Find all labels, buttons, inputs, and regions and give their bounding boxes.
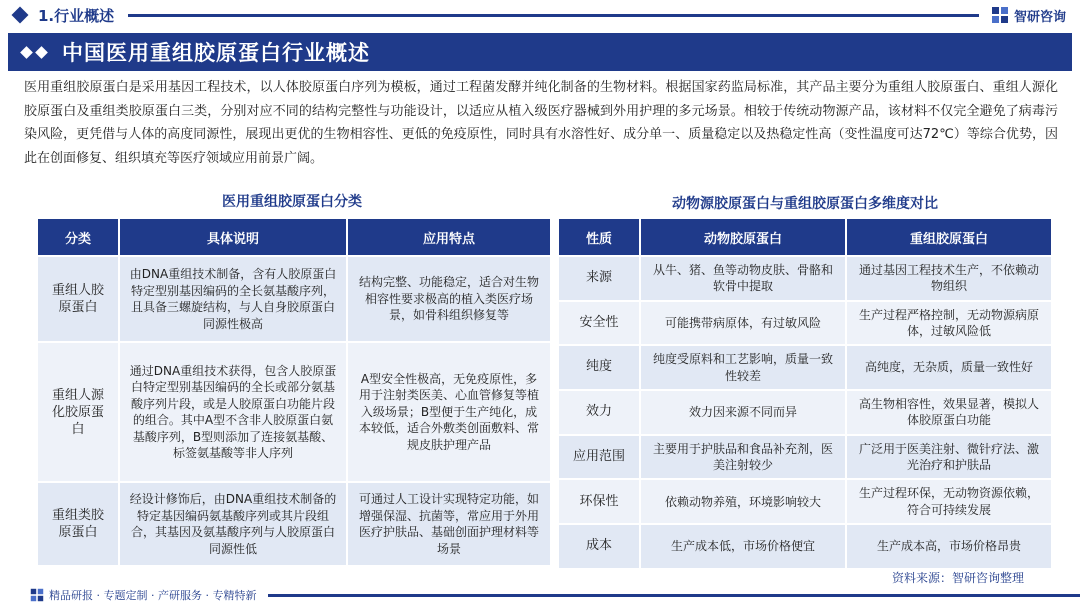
table-row xyxy=(558,435,1052,480)
footer-divider xyxy=(268,594,1080,597)
property-cell: 来源 xyxy=(558,256,640,301)
table-header-row xyxy=(37,218,551,256)
features-cell: 结构完整、功能稳定，适合对生物相容性要求极高的植入类医疗场景，如骨科组织修复等 xyxy=(347,256,551,342)
animal-cell: 从牛、猪、鱼等动物皮肤、骨骼和软骨中提取 xyxy=(640,256,846,301)
classification-table xyxy=(36,217,552,567)
header-description: 具体说明 xyxy=(119,218,347,256)
animal-cell: 纯度受原料和工艺影响，质量一致性较差 xyxy=(640,345,846,390)
property-cell: 成本 xyxy=(558,524,640,569)
description-cell: 通过DNA重组技术获得，包含人胶原蛋白特定型别基因编码的全长或部分氨基酸序列片段，或是人胶原蛋白功能片段的组合。其中A型不含非人胶原蛋白氨基酸序列，B型则添加了连接氨基酸、标签氨基酸等非人序列 xyxy=(119,342,347,482)
table-row xyxy=(558,345,1052,390)
table-row xyxy=(558,301,1052,346)
animal-cell: 主要用于护肤品和食品补充剂，医美注射较少 xyxy=(640,435,846,480)
table-row xyxy=(37,482,551,566)
footer-text: 精品研报 · 专题定制 · 产研服务 · 专精特新 xyxy=(49,589,257,602)
diamond-icon xyxy=(12,7,29,24)
top-divider xyxy=(128,14,979,17)
recombinant-cell: 高生物相容性，效果显著，模拟人体胶原蛋白功能 xyxy=(846,390,1052,435)
source-note: 资料来源：智研咨询整理 xyxy=(892,571,1025,585)
property-cell: 安全性 xyxy=(558,301,640,346)
header-category: 分类 xyxy=(37,218,119,256)
diamond-icon xyxy=(35,46,48,59)
features-cell: 可通过人工设计实现特定功能，如增强保湿、抗菌等，常应用于外用医疗护肤品、基础创面护理材料等场景 xyxy=(347,482,551,566)
category-cell: 重组类胶原蛋白 xyxy=(37,482,119,566)
title-banner xyxy=(8,33,1072,71)
animal-cell: 效力因来源不同而异 xyxy=(640,390,846,435)
category-cell: 重组人胶原蛋白 xyxy=(37,256,119,342)
zhiyan-logo-icon xyxy=(991,6,1009,24)
table-row xyxy=(558,479,1052,524)
table-row xyxy=(558,524,1052,569)
intro-paragraph: 医用重组胶原蛋白是采用基因工程技术，以人体胶原蛋白序列为模板，通过工程菌发酵并纯化制备的生物材料。根据国家药监局标准，其产品主要分为重组人胶原蛋白、重组人源化胶原蛋白及重组类胶原蛋白三类，分别对应不同的结构完整性与功能设计，以适应从植入级医疗器械到外用护理的多元场景。相较于传统动物源产品，该材料不仅完全避免了病毒污染风险，更凭借与人体的高度同源性，展现出更优的生物相容性、更低的免疫原性，同时具有水溶性好、成分单一、质量稳定以及热稳定性高（变性温度可达72℃）等综合优势，因此在创面修复、组织填充等医疗领域应用前景广阔。 xyxy=(24,80,1058,166)
classification-caption: 医用重组胶原蛋白分类 xyxy=(222,194,362,210)
features-cell: A型安全性极高，无免疫原性，多用于注射类医美、心血管修复等植入级场景；B型便于生产纯化，成本较低，适合外敷类创面敷料、常规皮肤护理产品 xyxy=(347,342,551,482)
header-property: 性质 xyxy=(558,218,640,256)
comparison-table xyxy=(557,217,1053,570)
description-cell: 由DNA重组技术制备，含有人胶原蛋白特定型别基因编码的全长氨基酸序列，且具备三螺旋结构，与人自身胶原蛋白同源性极高 xyxy=(119,256,347,342)
animal-cell: 生产成本低，市场价格便宜 xyxy=(640,524,846,569)
animal-cell: 依赖动物养殖，环境影响较大 xyxy=(640,479,846,524)
header-animal: 动物胶原蛋白 xyxy=(640,218,846,256)
table-row xyxy=(558,390,1052,435)
comparison-caption: 动物源胶原蛋白与重组胶原蛋白多维度对比 xyxy=(672,196,938,212)
recombinant-cell: 广泛用于医美注射、微针疗法、激光治疗和护肤品 xyxy=(846,435,1052,480)
recombinant-cell: 生产过程严格控制，无动物源病原体，过敏风险低 xyxy=(846,301,1052,346)
property-cell: 纯度 xyxy=(558,345,640,390)
table-header-row xyxy=(558,218,1052,256)
property-cell: 效力 xyxy=(558,390,640,435)
property-cell: 环保性 xyxy=(558,479,640,524)
banner-diamonds xyxy=(22,48,52,57)
table-row xyxy=(558,256,1052,301)
recombinant-cell: 生产过程环保，无动物资源依赖，符合可持续发展 xyxy=(846,479,1052,524)
diamond-icon xyxy=(20,46,33,59)
property-cell: 应用范围 xyxy=(558,435,640,480)
recombinant-cell: 生产成本高，市场价格昂贵 xyxy=(846,524,1052,569)
page-title: 中国医用重组胶原蛋白行业概述 xyxy=(62,41,370,65)
section-label: 1.行业概述 xyxy=(38,6,115,25)
brand xyxy=(991,6,1066,25)
header-recombinant: 重组胶原蛋白 xyxy=(846,218,1052,256)
footer-bar xyxy=(0,584,1080,606)
header-features: 应用特点 xyxy=(347,218,551,256)
recombinant-cell: 通过基因工程技术生产，不依赖动物组织 xyxy=(846,256,1052,301)
table-row xyxy=(37,256,551,342)
brand-name: 智研咨询 xyxy=(1013,9,1066,25)
zhiyan-logo-icon xyxy=(30,588,44,602)
description-cell: 经设计修饰后，由DNA重组技术制备的特定基因编码氨基酸序列或其片段组合，其基因及氨基酸序列与人胶原蛋白同源性低 xyxy=(119,482,347,566)
animal-cell: 可能携带病原体，有过敏风险 xyxy=(640,301,846,346)
category-cell: 重组人源化胶原蛋白 xyxy=(37,342,119,482)
recombinant-cell: 高纯度，无杂质，质量一致性好 xyxy=(846,345,1052,390)
table-row xyxy=(37,342,551,482)
top-bar xyxy=(0,0,1080,30)
